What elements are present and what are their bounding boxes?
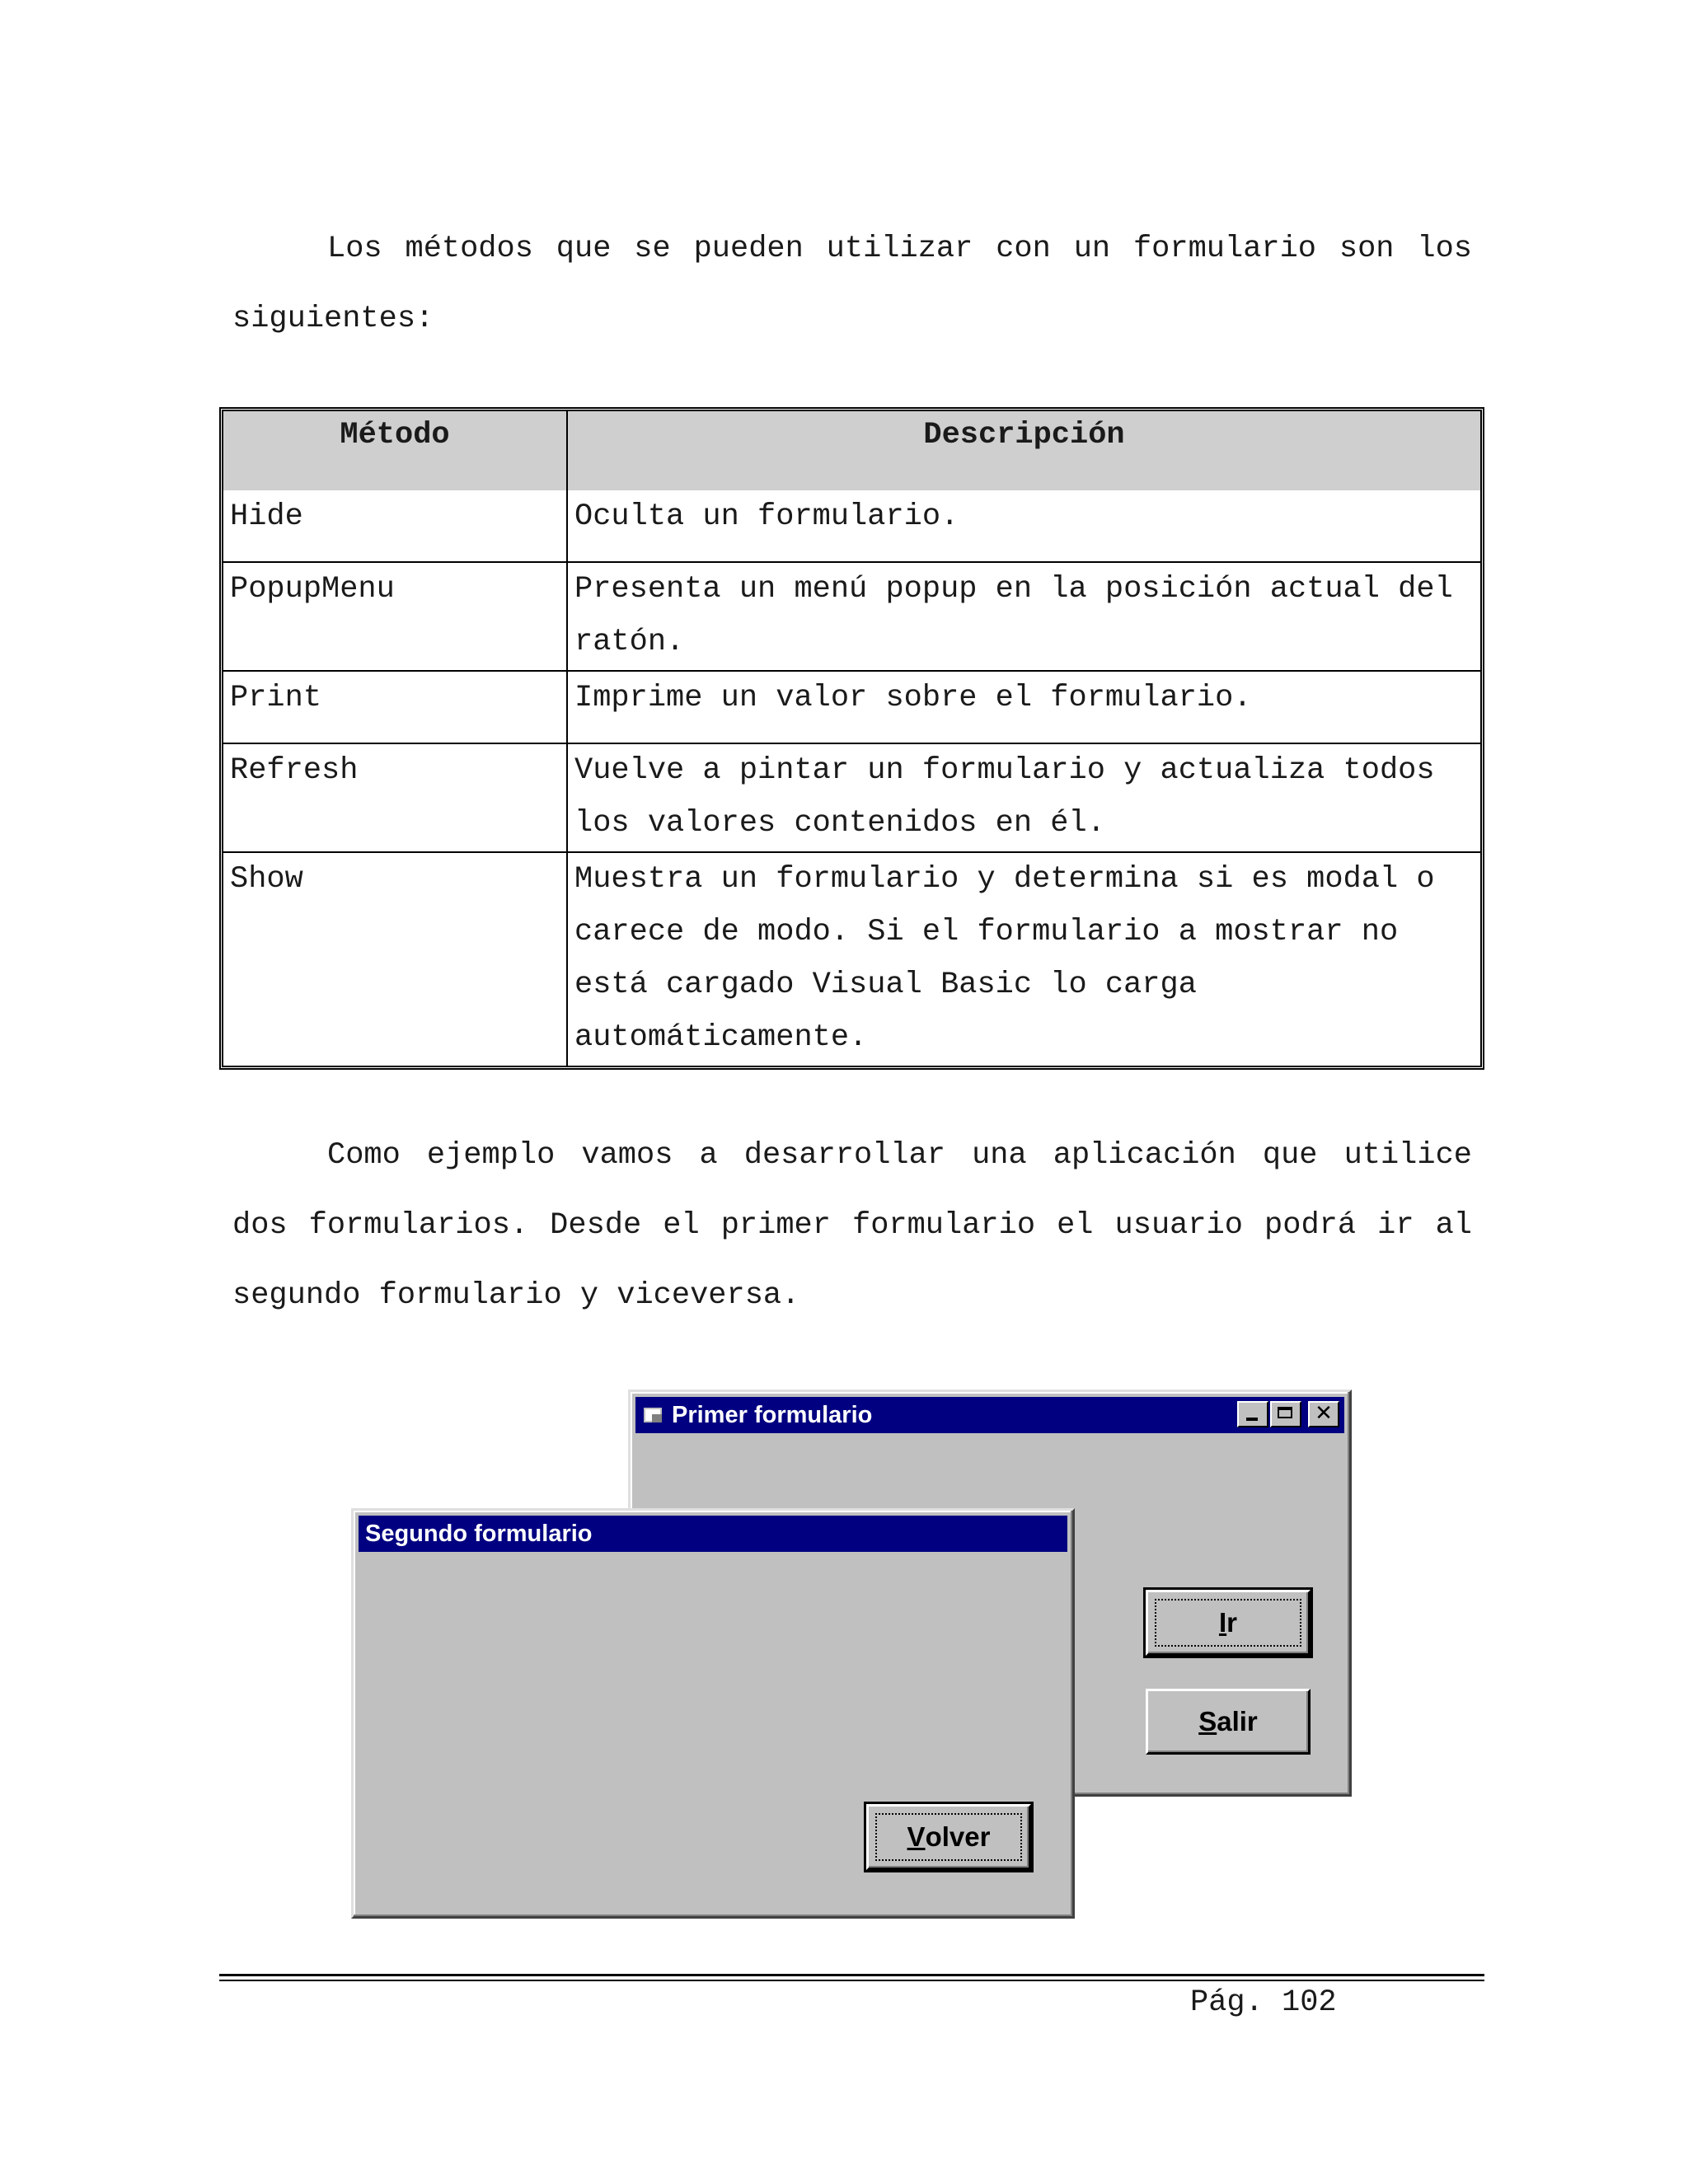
segundo-formulario-window — [351, 1508, 1075, 1919]
description-cell: Oculta un formulario. — [568, 490, 1480, 563]
header-method: Método — [223, 411, 568, 490]
footer-rule — [219, 1974, 1484, 1976]
table-row — [223, 744, 1480, 853]
method-cell: PopupMenu — [223, 563, 568, 672]
methods-table-container — [219, 407, 1484, 1070]
table-header-row — [223, 411, 1480, 490]
ir-button-label: r — [1226, 1607, 1237, 1638]
page-number: Pág. 102 — [1190, 1985, 1337, 2020]
header-description: Descripción — [568, 411, 1480, 490]
volver-button-hotkey: V — [907, 1821, 926, 1852]
description-cell: Vuelve a pintar un formulario y actualiza todos los valores contenidos en él. — [568, 744, 1480, 853]
volver-button-label: olver — [925, 1821, 991, 1852]
method-cell: Show — [223, 853, 568, 1066]
segundo-formulario-titlebar[interactable] — [359, 1516, 1067, 1552]
table-row — [223, 853, 1480, 1066]
titlebar-buttons — [1237, 1401, 1339, 1427]
salir-button-hotkey: S — [1198, 1706, 1217, 1736]
maximize-icon[interactable] — [1270, 1401, 1301, 1427]
ir-button[interactable] — [1146, 1590, 1311, 1656]
segundo-formulario-title: Segundo formulario — [365, 1520, 593, 1547]
ir-button-hotkey: I — [1218, 1607, 1227, 1638]
minimize-icon[interactable] — [1237, 1401, 1268, 1427]
method-cell: Print — [223, 672, 568, 744]
table-row — [223, 490, 1480, 563]
table-row — [223, 563, 1480, 672]
volver-button[interactable] — [866, 1804, 1031, 1870]
primer-formulario-titlebar[interactable] — [635, 1397, 1344, 1433]
salir-button-label: alir — [1217, 1706, 1258, 1736]
method-cell: Hide — [223, 490, 568, 563]
table-row — [223, 672, 1480, 744]
description-cell: Presenta un menú popup en la posición actual del ratón. — [568, 563, 1480, 672]
primer-formulario-title: Primer formulario — [672, 1401, 873, 1428]
description-cell: Imprime un valor sobre el formulario. — [568, 672, 1480, 744]
description-cell: Muestra un formulario y determina si es modal o carece de modo. Si el formulario a mostrar no está cargado Visual Basic lo carga automáticamente. — [574, 862, 1435, 1055]
form-app-icon[interactable] — [642, 1406, 663, 1424]
methods-table — [219, 407, 1484, 1070]
close-icon[interactable]: ✕ — [1308, 1401, 1339, 1427]
method-cell: Refresh — [223, 744, 568, 853]
example-paragraph: Como ejemplo vamos a desarrollar una aplicación que utilice dos formularios. Desde el primer formulario el usuario podrá ir al segundo formulario y viceversa. — [232, 1138, 1472, 1313]
salir-button[interactable] — [1146, 1689, 1311, 1755]
intro-paragraph: Los métodos que se pueden utilizar con un formulario son los siguientes: — [232, 232, 1472, 336]
